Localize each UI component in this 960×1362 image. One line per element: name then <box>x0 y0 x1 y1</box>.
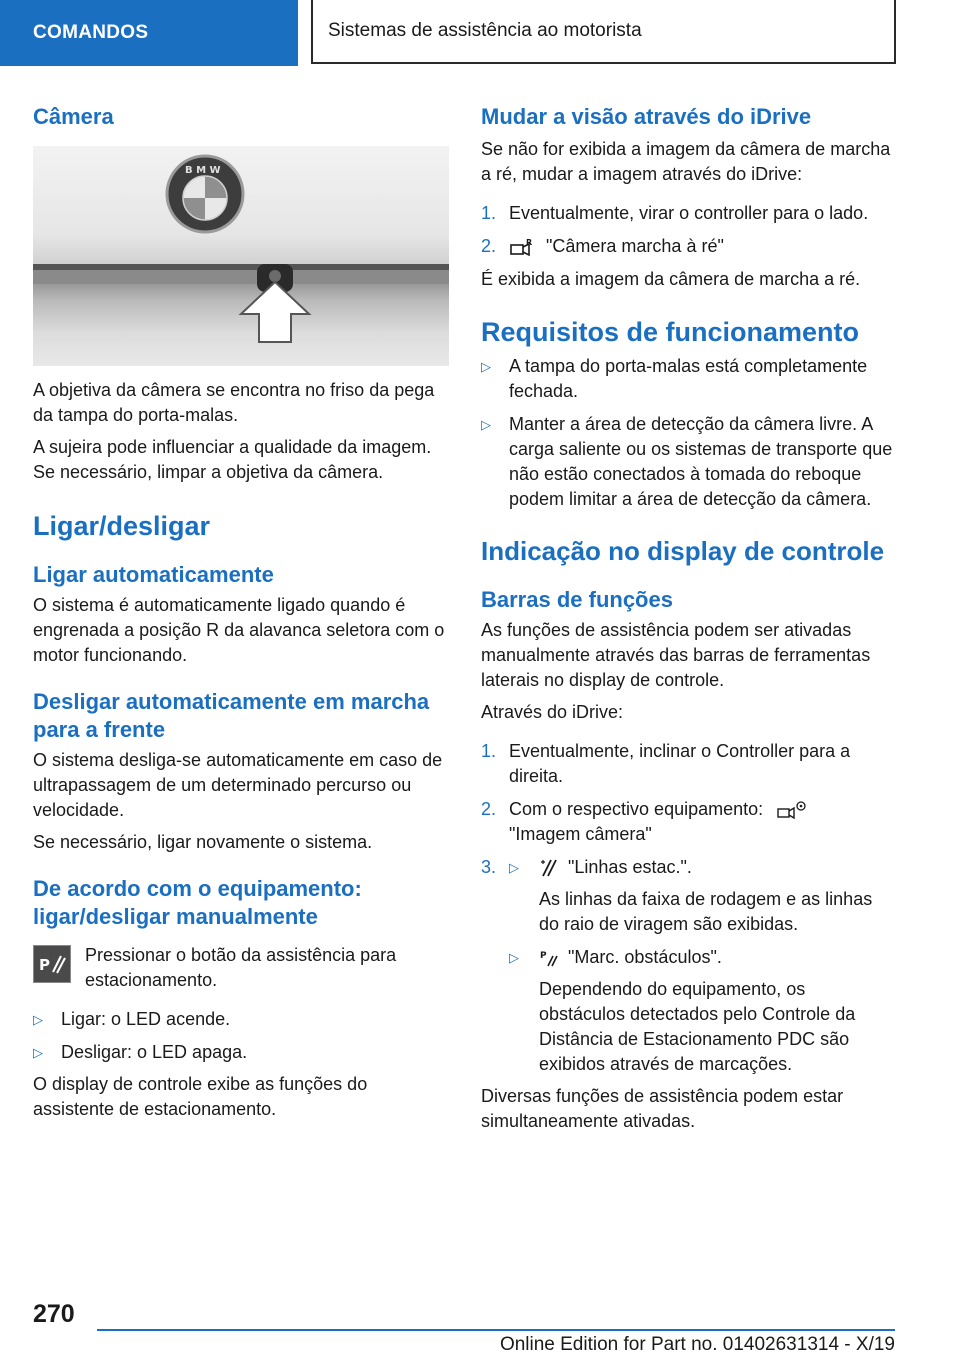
section-tab[interactable]: COMANDOS <box>0 0 298 66</box>
triangle-bullet-icon: ▷ <box>481 417 491 432</box>
chapter-tab[interactable]: Sistemas de assistência ao motorista <box>311 0 896 64</box>
triangle-bullet-icon: ▷ <box>509 860 519 875</box>
triangle-bullet-icon: ▷ <box>509 950 519 965</box>
bars-paragraph-3: Diversas funções de assistência podem estar simultaneamente ativadas. <box>481 1086 844 1131</box>
camera-title: Câmera <box>33 104 114 129</box>
idrive-paragraph-2: É exibida a imagem da câmera de marcha a ré. <box>481 269 861 289</box>
triangle-bullet-icon: ▷ <box>33 1012 43 1027</box>
page-header <box>0 0 960 66</box>
triangle-bullet-icon: ▷ <box>481 359 491 374</box>
list-item: 1. Eventualmente, virar o controller para o lado. <box>481 203 869 223</box>
auto-on-paragraph: O sistema é automaticamente ligado quando é engrenada a posição R da alavanca seletora com o motor funcionando. <box>33 595 445 665</box>
footer-divider <box>97 1329 895 1331</box>
manual-paragraph: Pressionar o botão da assistência para estacionamento. <box>85 945 397 990</box>
left-column <box>33 100 449 1122</box>
bars-title: Barras de funções <box>481 587 673 612</box>
footer-edition: Online Edition for Part no. 01402631314 - X/19 <box>499 1334 895 1355</box>
requirements-list <box>481 354 895 512</box>
camera-icon <box>509 237 537 257</box>
obstacle-marking-icon <box>539 948 559 968</box>
list-item: ▷ A tampa do porta-malas está completamente fechada. <box>481 356 868 401</box>
camera-location-image <box>33 146 449 366</box>
manual-title: De acordo com o equipamento: ligar/desligar manualmente <box>33 876 362 929</box>
right-column <box>481 100 895 1134</box>
auto-off-paragraph-1: O sistema desliga-se automaticamente em caso de ultrapassagem de um determinado percurso ou velocidade. <box>33 750 443 820</box>
bars-paragraph: As funções de assistência podem ser ativadas manualmente através das barras de ferramentas laterais no display de controle. <box>481 620 871 690</box>
auto-off-paragraph-2: Se necessário, ligar novamente o sistema. <box>33 832 373 852</box>
camera-paragraph-2: A sujeira pode influenciar a qualidade da imagem. Se necessário, limpar a objetiva da câmera. <box>33 437 432 482</box>
list-item: ▷ Ligar: o LED acende. <box>33 1007 449 1032</box>
bars-steps <box>481 739 895 1077</box>
list-item: 3. ▷ "Linhas estac.". As linhas da faixa de rodagem e as linhas do raio de viragem são exibidas. ▷ P "Marc. obstáculos". Dependendo do equipamento, os obstáculos detectados pelo Controle da Distância de Estacionamento PDC são exibidos através de marcações. <box>481 857 873 1074</box>
onoff-title: Ligar/desligar <box>33 511 211 541</box>
camera-photo <box>33 146 449 366</box>
svg-text:R: R <box>526 238 533 248</box>
parking-button-icon <box>33 945 71 983</box>
manual-paragraph-2: O display de controle exibe as funções do assistente de estacionamento. <box>33 1074 368 1119</box>
list-item: ▷ Manter a área de detecção da câmera livre. A carga saliente ou os sistemas de transporte que não estão conectados à tomada do reboque podem limitar a área de detecção da câmera. <box>481 414 893 509</box>
camera-settings-icon <box>774 799 808 821</box>
idrive-steps <box>481 201 895 259</box>
triangle-bullet-icon: ▷ <box>33 1045 43 1060</box>
display-title: Indicação no display de controle <box>481 536 885 566</box>
svg-text:B M W: B M W <box>185 165 221 176</box>
arrow-up-icon <box>241 282 309 342</box>
page-number: 270 <box>33 1300 75 1328</box>
camera-paragraph-1: A objetiva da câmera se encontra no friso da pega da tampa do porta-malas. <box>33 380 435 425</box>
bmw-logo <box>167 156 243 232</box>
manual-instruction <box>33 943 449 993</box>
auto-on-title: Ligar automaticamente <box>33 562 274 587</box>
idrive-paragraph: Se não for exibida a imagem da câmera de marcha a ré, mudar a imagem através do iDrive: <box>481 139 891 184</box>
requirements-title: Requisitos de funcionamento <box>481 317 860 347</box>
list-item: ▷ Desligar: o LED apaga. <box>33 1040 449 1065</box>
auto-off-title: Desligar automaticamente em marcha para a frente <box>33 689 430 742</box>
svg-text:P: P <box>540 951 547 962</box>
bars-paragraph-2: Através do iDrive: <box>481 702 624 722</box>
svg-text:P: P <box>39 956 50 974</box>
parking-lines-icon <box>539 858 559 878</box>
idrive-title: Mudar a visão através do iDrive <box>481 104 812 129</box>
list-item: 1. Eventualmente, inclinar o Controller para a direita. <box>481 741 851 786</box>
list-item: 2. Com o respectivo equipamento: "Imagem câmera" <box>481 797 895 847</box>
list-item: 2. R "Câmera marcha à ré" <box>481 236 724 256</box>
manual-list <box>33 1007 449 1065</box>
